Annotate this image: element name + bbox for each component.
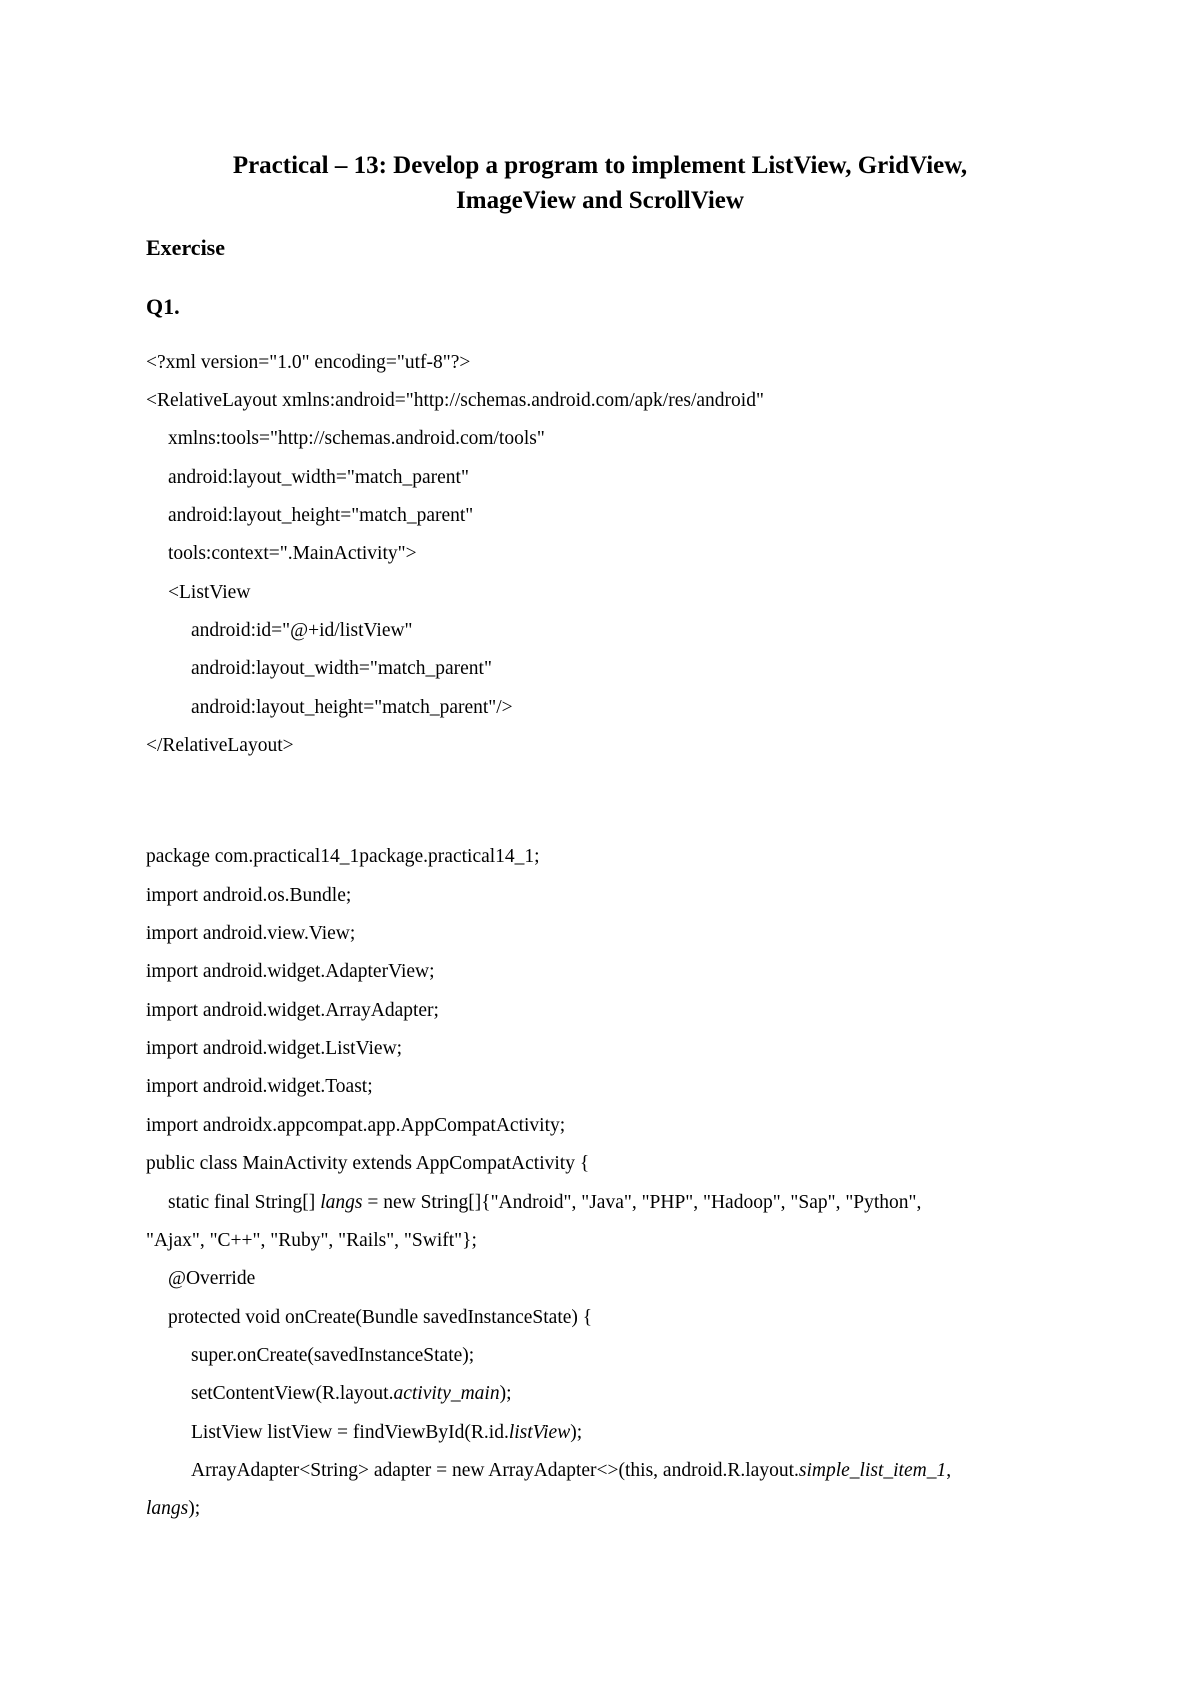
- xml-line: android:layout_height="match_parent"/>: [191, 697, 513, 718]
- xml-line: <ListView: [168, 582, 251, 603]
- java-line: [191, 1421, 582, 1445]
- xml-line: tools:context=".MainActivity">: [168, 543, 417, 564]
- code-text: );: [188, 1498, 201, 1519]
- code-text: = new String[]{"Android", "Java", "PHP", "Hadoop", "Sap", "Python",: [362, 1192, 922, 1213]
- code-text: );: [570, 1422, 583, 1443]
- java-line: protected void onCreate(Bundle savedInstanceState) {: [168, 1307, 593, 1328]
- code-text: setContentView(R.layout.: [191, 1383, 394, 1404]
- java-line: import androidx.appcompat.app.AppCompatActivity;: [146, 1115, 566, 1136]
- code-identifier: listView: [508, 1422, 571, 1443]
- java-line: import android.os.Bundle;: [146, 885, 352, 906]
- code-identifier: activity_main: [393, 1383, 500, 1404]
- code-identifier: langs: [146, 1498, 189, 1519]
- code-text: static final String[]: [168, 1192, 321, 1213]
- java-line: [191, 1459, 951, 1483]
- java-line: import android.widget.ListView;: [146, 1038, 403, 1059]
- question-label: Q1.: [146, 294, 180, 319]
- page-title-line-2: ImageView and ScrollView: [456, 187, 744, 214]
- xml-line: <RelativeLayout xmlns:android="http://schemas.android.com/apk/res/android": [146, 390, 764, 411]
- java-line: import android.widget.Toast;: [146, 1076, 373, 1097]
- section-heading: Exercise: [146, 235, 226, 260]
- page-title-line-1: Practical – 13: Develop a program to implement ListView, GridView,: [232, 152, 968, 179]
- xml-line: android:layout_height="match_parent": [168, 505, 474, 526]
- xml-line: android:layout_width="match_parent": [191, 658, 492, 679]
- xml-line: <?xml version="1.0" encoding="utf-8"?>: [146, 352, 471, 373]
- java-line: public class MainActivity extends AppCompatActivity {: [146, 1153, 590, 1174]
- java-line: import android.view.View;: [146, 923, 356, 944]
- java-line: import android.widget.ArrayAdapter;: [146, 1000, 439, 1021]
- code-text: ArrayAdapter<String> adapter = new ArrayAdapter<>(this, android.R.layout.: [191, 1460, 799, 1481]
- java-line: package com.practical14_1package.practical14_1;: [146, 846, 540, 867]
- code-text: ListView listView = findViewById(R.id.: [191, 1422, 509, 1443]
- java-line: "Ajax", "C++", "Ruby", "Rails", "Swift"};: [146, 1230, 477, 1251]
- xml-line: android:layout_width="match_parent": [168, 467, 469, 488]
- java-line: @Override: [168, 1268, 256, 1289]
- code-text: );: [499, 1383, 512, 1404]
- xml-line: android:id="@+id/listView": [191, 620, 413, 641]
- java-line: [146, 1497, 200, 1521]
- java-line: [191, 1382, 512, 1406]
- java-line: [168, 1191, 921, 1215]
- java-line: import android.widget.AdapterView;: [146, 961, 435, 982]
- xml-line: </RelativeLayout>: [146, 735, 294, 756]
- code-identifier: simple_list_item_1: [798, 1460, 947, 1481]
- java-line: super.onCreate(savedInstanceState);: [191, 1345, 475, 1366]
- xml-line: xmlns:tools="http://schemas.android.com/tools": [168, 428, 545, 449]
- code-text: ,: [946, 1460, 952, 1481]
- code-identifier: langs: [320, 1192, 363, 1213]
